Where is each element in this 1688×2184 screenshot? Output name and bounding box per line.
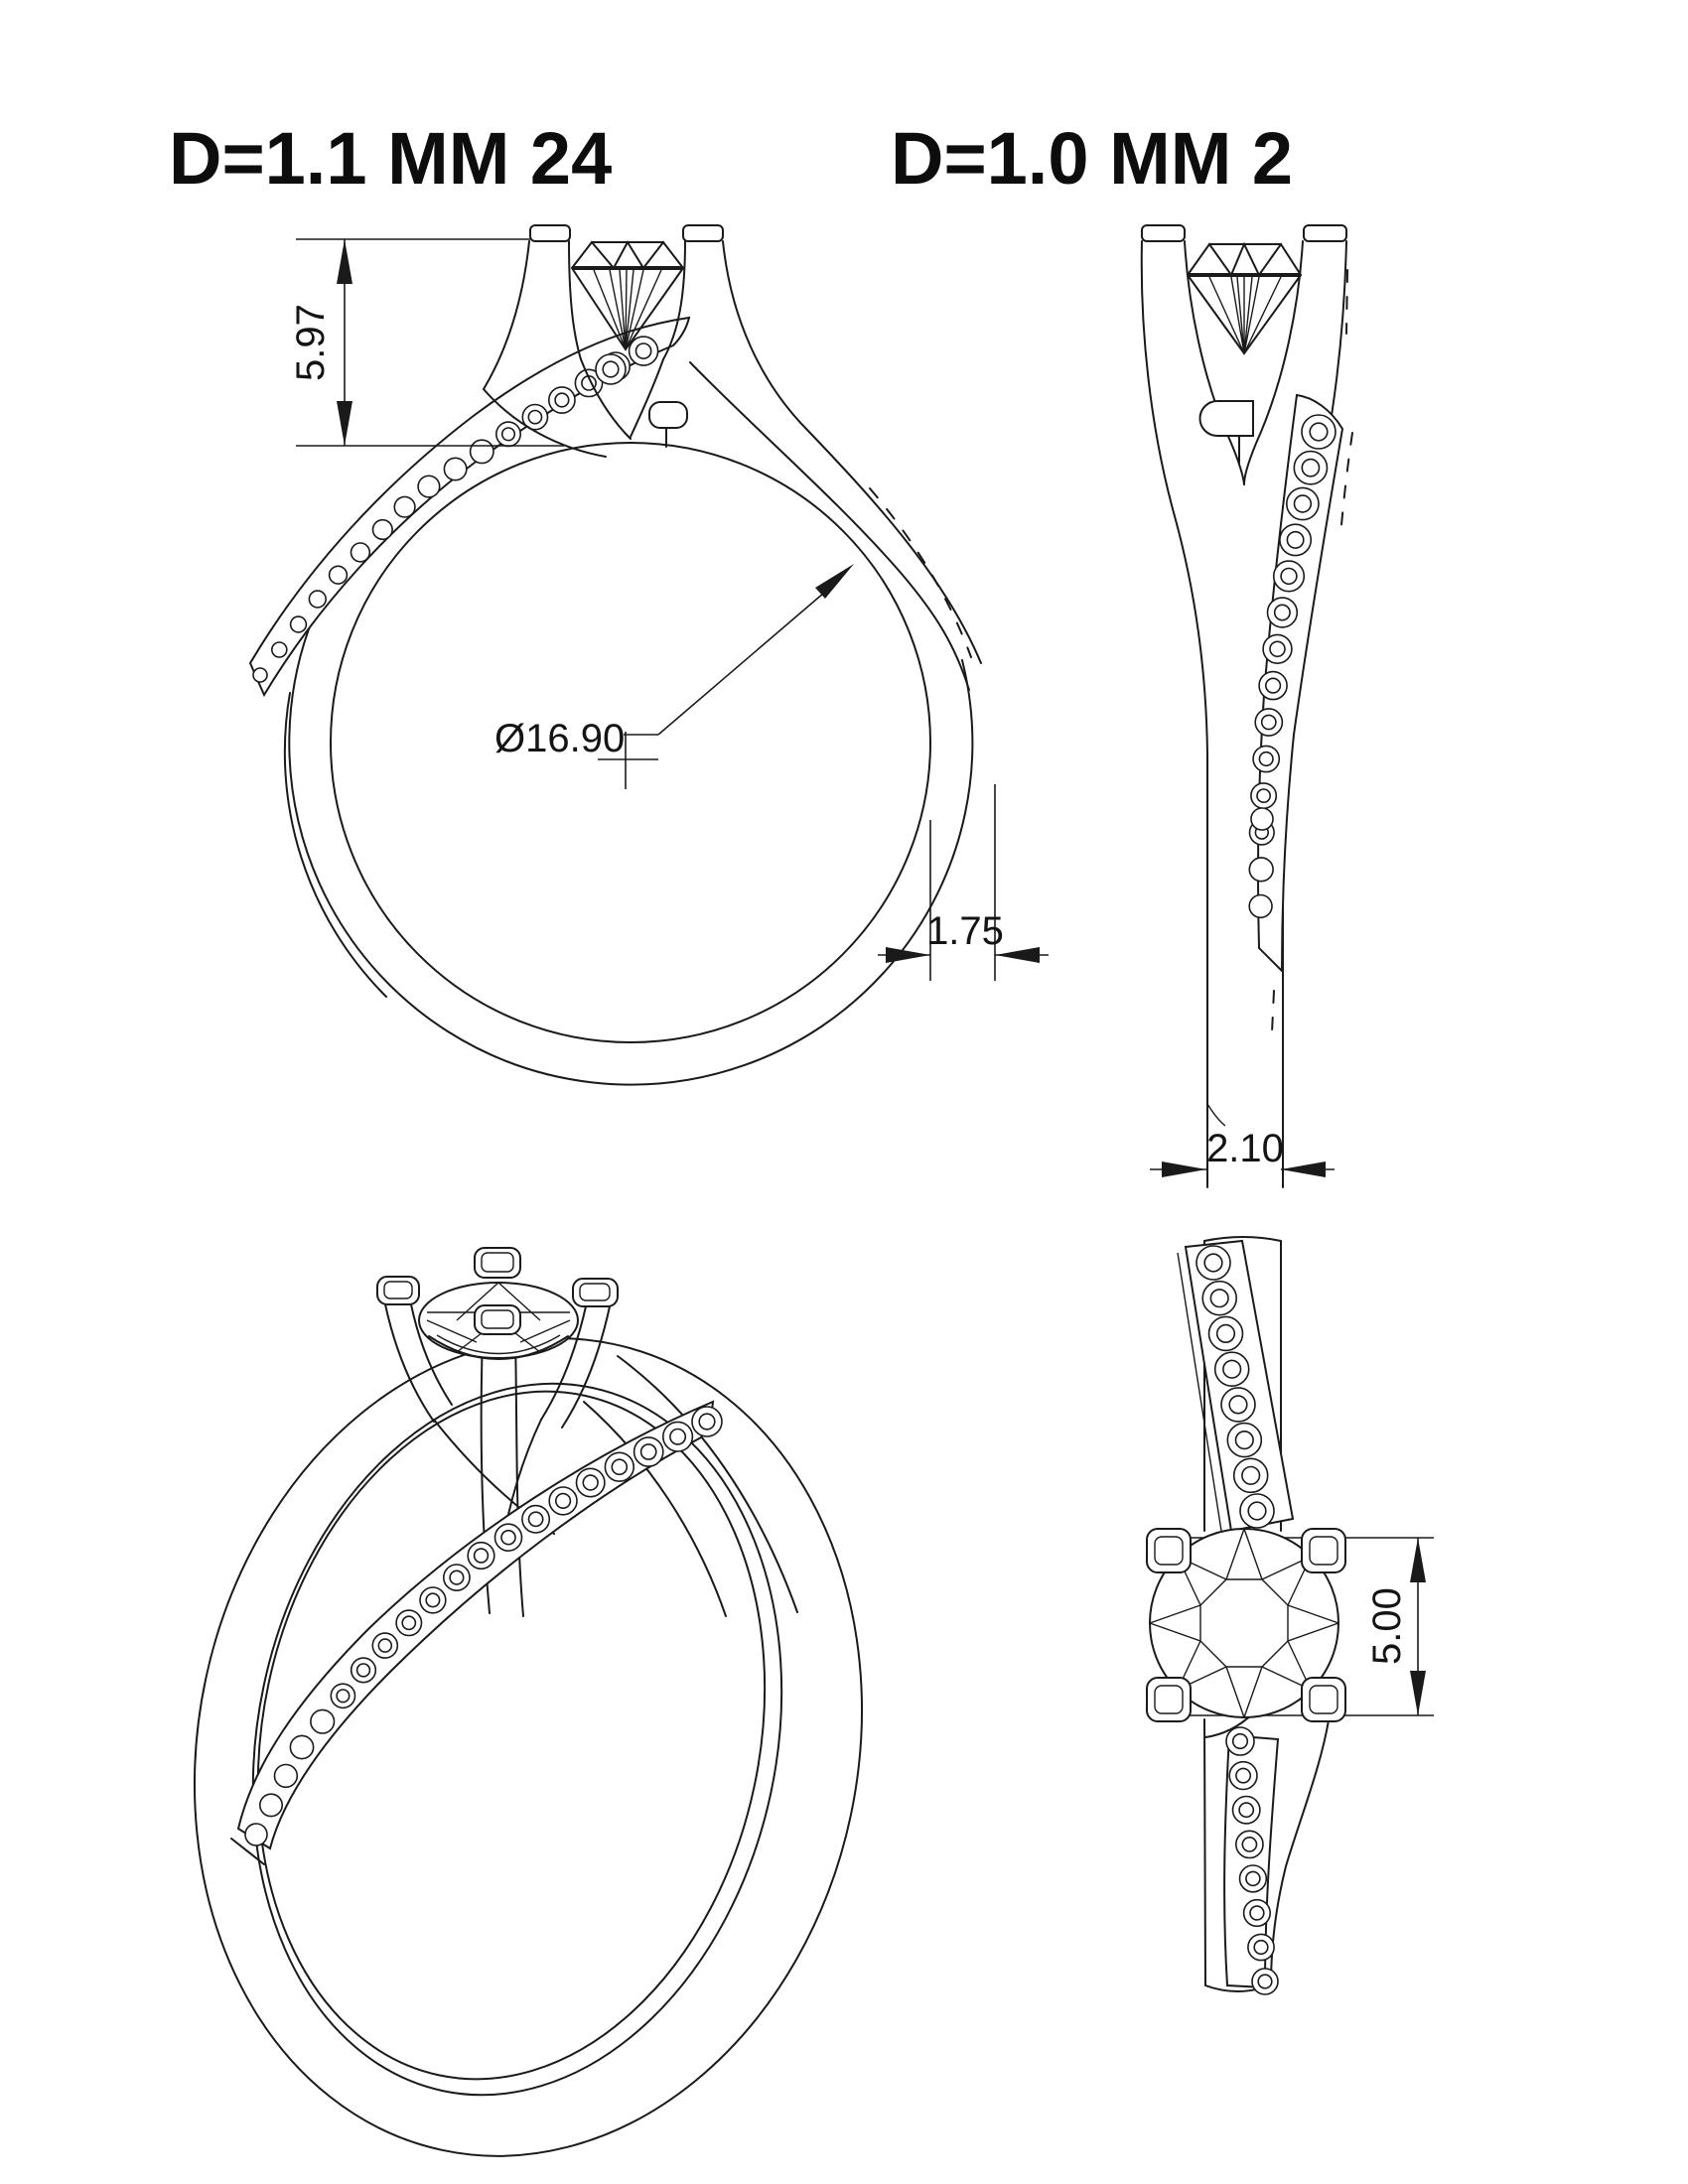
side-left-prong-inner xyxy=(1185,241,1244,484)
pave-stone xyxy=(1280,524,1311,555)
pave-stone xyxy=(352,1658,376,1683)
pave-stone xyxy=(692,1407,722,1436)
pave-stone xyxy=(1234,1458,1268,1492)
pave-stone xyxy=(444,1565,470,1590)
pave-stone xyxy=(372,1633,397,1658)
pave-stone xyxy=(1302,415,1336,449)
front-seat-bar xyxy=(649,402,687,428)
pave-stone xyxy=(1226,1727,1254,1755)
front-view xyxy=(250,225,1049,1085)
pave-stone xyxy=(1229,1762,1257,1790)
arrow-down-icon xyxy=(1410,1671,1426,1715)
persp-outer-ellipse xyxy=(120,1276,936,2184)
dim-band-width xyxy=(878,784,1049,981)
pave-stone xyxy=(1249,895,1272,918)
front-outer-double-line xyxy=(285,693,386,997)
pave-stone xyxy=(1240,1494,1274,1528)
pave-stone xyxy=(596,354,626,384)
side-hidden-pave-dashes xyxy=(1340,433,1352,536)
pave-stone xyxy=(1294,452,1327,484)
pave-stone xyxy=(420,1587,446,1613)
side-seat-bar xyxy=(1200,401,1254,436)
title-right-stone-spec: D=1.0 MM 2 xyxy=(891,117,1294,200)
pave-stone xyxy=(1215,1352,1249,1386)
dim-band-width-value: 1.75 xyxy=(926,909,1004,953)
pave-stone xyxy=(444,458,466,479)
pave-stone xyxy=(1251,783,1276,808)
pave-stone xyxy=(1196,1246,1230,1280)
pave-stone xyxy=(1209,1316,1243,1350)
pave-stone xyxy=(1252,1969,1278,1994)
pave-stone xyxy=(577,1468,605,1496)
front-left-prong-outer xyxy=(484,241,529,389)
top-prong-sw xyxy=(1147,1678,1191,1721)
pave-stone xyxy=(630,337,658,365)
pave-stone xyxy=(1240,1865,1267,1892)
pave-stone xyxy=(522,1506,549,1533)
pave-stone xyxy=(275,1765,298,1788)
pave-stone xyxy=(396,1610,421,1635)
pave-stone xyxy=(496,422,520,446)
pave-stone xyxy=(1236,1831,1263,1857)
pave-stone xyxy=(352,543,370,562)
top-band-right-lower xyxy=(1271,1720,1329,1985)
pave-stone xyxy=(605,1452,633,1481)
top-prong-se xyxy=(1302,1678,1345,1721)
arrow-up-icon xyxy=(1410,1538,1426,1582)
pave-stone xyxy=(549,1487,577,1515)
pave-stone xyxy=(1202,1282,1236,1315)
top-prong-nw xyxy=(1147,1529,1191,1572)
pave-stone xyxy=(1253,746,1279,771)
front-bypass-outer-edge xyxy=(723,241,981,663)
pave-stone xyxy=(311,1709,335,1733)
arrow-right-icon xyxy=(1162,1161,1206,1177)
side-channel-end-dash xyxy=(1272,991,1274,1032)
arrow-upright-icon xyxy=(815,564,854,599)
pave-stone xyxy=(1255,709,1282,736)
pave-stone xyxy=(290,1735,313,1758)
pave-stone xyxy=(1221,1388,1255,1422)
pave-stone xyxy=(1244,1900,1271,1927)
side-left-prong-cap xyxy=(1142,225,1185,241)
pave-stone xyxy=(663,1422,693,1451)
front-pave-stones xyxy=(253,337,658,682)
pave-stone xyxy=(1251,808,1273,830)
top-view xyxy=(1147,1237,1434,1994)
arrow-right-icon xyxy=(886,947,930,963)
front-bypass-inner-edge xyxy=(690,362,969,690)
dim-inner-diameter-leader xyxy=(658,593,824,735)
pave-stone xyxy=(1263,634,1292,663)
dim-inner-diameter-value: Ø16.90 xyxy=(494,717,626,760)
pave-stone xyxy=(394,496,415,517)
pave-stone xyxy=(471,440,493,463)
front-outer-band-arc xyxy=(289,588,972,1085)
pave-stone xyxy=(373,520,393,540)
pave-stone xyxy=(1248,1934,1274,1960)
side-right-prong-cap xyxy=(1304,225,1346,241)
dim-band-thickness-value: 2.10 xyxy=(1206,1127,1284,1170)
pave-stone xyxy=(260,1794,282,1816)
arrow-up-icon xyxy=(337,239,352,284)
side-view xyxy=(1142,225,1352,1187)
pave-stone xyxy=(1249,858,1273,882)
arrow-left-icon xyxy=(1281,1161,1326,1177)
pave-stone xyxy=(418,476,440,497)
arrow-down-icon xyxy=(337,401,352,446)
side-diamond xyxy=(1188,244,1301,353)
dim-stone-diameter-value: 5.00 xyxy=(1365,1587,1409,1665)
pave-stone xyxy=(1233,1797,1260,1824)
pave-stone xyxy=(245,1824,267,1845)
pave-stone xyxy=(1227,1424,1261,1457)
pave-stone xyxy=(331,1684,354,1707)
pave-stone xyxy=(1268,598,1298,627)
front-right-prong-cap xyxy=(683,225,723,241)
pave-stone xyxy=(272,642,287,657)
pave-stone xyxy=(1287,487,1319,519)
side-left-silhouette xyxy=(1142,241,1207,1187)
dim-inner-diameter xyxy=(494,564,854,789)
title-left-stone-spec: D=1.1 MM 24 xyxy=(169,117,613,200)
dim-band-thickness xyxy=(1150,1127,1335,1177)
pave-stone xyxy=(291,616,307,632)
pave-stone xyxy=(330,566,348,584)
dim-head-height-value: 5.97 xyxy=(289,304,333,381)
top-band-left-lower xyxy=(1204,1719,1205,1985)
front-left-prong-cap xyxy=(530,225,570,241)
persp-head xyxy=(377,1248,618,1428)
pave-stone xyxy=(253,668,267,682)
pave-stone xyxy=(1259,672,1287,700)
side-crown-facets xyxy=(1188,244,1301,275)
pave-stone xyxy=(634,1437,663,1466)
perspective-view xyxy=(120,1248,936,2184)
pave-stone xyxy=(309,591,326,608)
pave-stone xyxy=(468,1543,494,1570)
pave-stone xyxy=(495,1524,522,1551)
side-inner-tick xyxy=(1207,1104,1225,1126)
front-inner-circle xyxy=(331,443,930,1042)
pave-stone xyxy=(1274,561,1305,592)
top-prong-ne xyxy=(1302,1529,1345,1572)
side-hidden-edge-dashes xyxy=(1346,270,1347,334)
pave-stone xyxy=(549,387,575,413)
front-crown-facets xyxy=(572,242,683,268)
dim-stone-diameter xyxy=(1365,1538,1426,1715)
